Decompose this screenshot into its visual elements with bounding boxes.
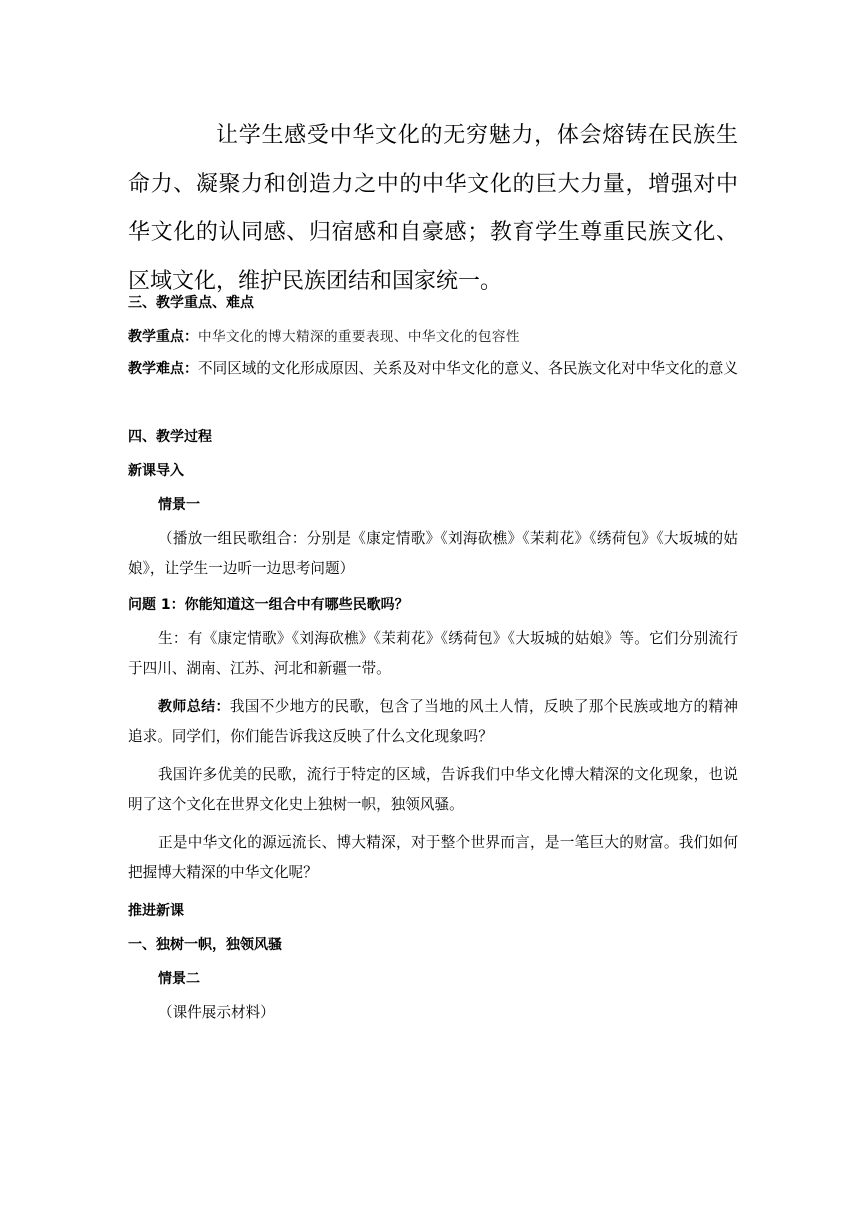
key-point-line [128, 322, 738, 352]
key-point-label: 教学重点： [128, 329, 198, 345]
difficulty-label: 教学难点： [128, 361, 198, 377]
scene2-text: （课件展示材料） [158, 1004, 275, 1021]
section4-heading: 四、教学过程 [128, 429, 212, 445]
teacher-summary [128, 692, 738, 752]
advance-heading: 推进新课 [128, 903, 184, 919]
paragraph-songs: 我国许多优美的民歌，流行于特定的区域，告诉我们中华文化博大精深的文化现象，也说明了这个文化在世界文化史上独树一帜，独领风骚。 [128, 766, 738, 813]
scene1-heading: 情景一 [158, 497, 200, 513]
intro-lesson-heading: 新课导入 [128, 463, 184, 479]
paragraph-wealth: 正是中华文化的源远流长、博大精深，对于整个世界而言，是一笔巨大的财富。我们如何把握博大精深的中华文化呢？ [128, 834, 738, 881]
difficulty-text: 不同区域的文化形成原因、关系及对中华文化的意义、各民族文化对中华文化的意义 [198, 360, 738, 377]
scene2-heading: 情景二 [158, 971, 200, 987]
section3-heading: 三、教学重点、难点 [128, 295, 254, 311]
question1: 问题 1：你能知道这一组合中有哪些民歌吗？ [128, 597, 409, 613]
intro-paragraph: 让学生感受中华文化的无穷魅力，体会熔铸在民族生命力、凝聚力和创造力之中的中华文化的巨大力量，增强对中华文化的认同感、归宿感和自豪感；教育学生尊重民族文化、区域文化，维护民族团结和国家统一。 [128, 123, 738, 294]
teacher-summary-text: 我国不少地方的民歌，包含了当地的风土人情，反映了那个民族或地方的精神追求。同学们，你们能告诉我这反映了什么文化现象吗？ [128, 698, 739, 745]
key-point-text: 中华文化的博大精深的重要表现、中华文化的包容性 [198, 329, 520, 345]
teacher-summary-label: 教师总结： [158, 699, 230, 715]
student-answer: 生：有《康定情歌》《刘海砍樵》《茉莉花》《绣荷包》《大坂城的姑娘》等。它们分别流行于四川、湖南、江苏、河北和新疆一带。 [128, 630, 738, 677]
scene1-text: （播放一组民歌组合：分别是《康定情歌》《刘海砍樵》《茉莉花》《绣荷包》《大坂城的姑娘》，让学生一边听一边思考问题） [128, 530, 738, 577]
difficulty-line [128, 354, 738, 384]
section1-heading: 一、独树一帜，独领风骚 [128, 937, 282, 953]
